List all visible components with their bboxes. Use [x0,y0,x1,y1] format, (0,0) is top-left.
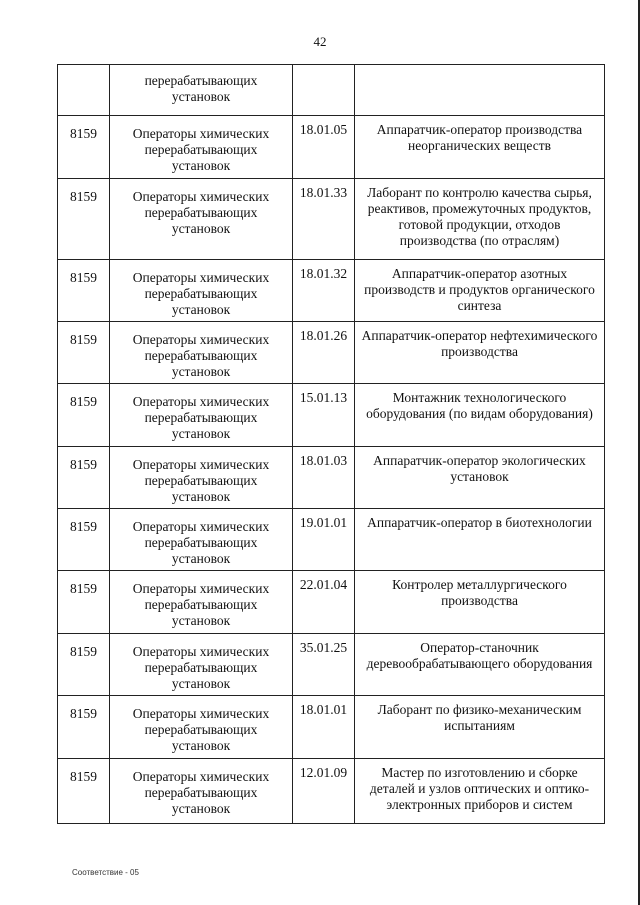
profession-name-cell: Аппаратчик-оператор экологических установок [355,447,605,509]
occupation-code-cell: 8159 [58,447,110,509]
table-row [58,65,605,116]
profession-name-cell: Контролер металлургического производства [355,571,605,634]
profession-name-cell: Аппаратчик-оператор нефтехимического производства [355,322,605,384]
table-row [58,322,605,384]
profession-code-cell: 18.01.32 [293,260,355,322]
occupation-group-cell: Операторы химических перерабатывающих установок [110,384,293,447]
occupation-code-cell: 8159 [58,571,110,634]
table-row [58,634,605,696]
table-row [58,260,605,322]
occupation-group-cell: Операторы химических перерабатывающих установок [110,696,293,759]
table-row [58,696,605,759]
profession-code-cell [293,65,355,116]
occupation-group-cell: Операторы химических перерабатывающих установок [110,759,293,824]
occupation-group-cell: перерабатывающих установок [110,65,293,116]
occupation-code-cell: 8159 [58,696,110,759]
profession-code-cell: 18.01.26 [293,322,355,384]
occupation-code-cell: 8159 [58,179,110,260]
occupation-group-cell: Операторы химических перерабатывающих установок [110,322,293,384]
occupation-code-cell: 8159 [58,384,110,447]
occupation-code-cell [58,65,110,116]
profession-name-cell [355,65,605,116]
occupation-code-cell: 8159 [58,322,110,384]
profession-name-cell: Аппаратчик-оператор в биотехнологии [355,509,605,571]
occupation-group-cell: Операторы химических перерабатывающих установок [110,260,293,322]
profession-name-cell: Лаборант по контролю качества сырья, реактивов, промежуточных продуктов, готовой продукции, отходов производства (по отраслям) [355,179,605,260]
profession-name-cell: Оператор-станочник деревообрабатывающего оборудования [355,634,605,696]
occupation-code-cell: 8159 [58,116,110,179]
profession-code-cell: 22.01.04 [293,571,355,634]
document-footer: Соответствие - 05 [72,868,139,877]
profession-code-cell: 18.01.33 [293,179,355,260]
profession-code-cell: 18.01.05 [293,116,355,179]
occupation-code-cell: 8159 [58,634,110,696]
profession-code-cell: 18.01.01 [293,696,355,759]
profession-code-cell: 19.01.01 [293,509,355,571]
profession-code-cell: 15.01.13 [293,384,355,447]
profession-name-cell: Мастер по изготовлению и сборке деталей и узлов оптических и оптико-электронных приборов и систем [355,759,605,824]
profession-name-cell: Аппаратчик-оператор азотных производств и продуктов органического синтеза [355,260,605,322]
table-row [58,759,605,824]
occupation-group-cell: Операторы химических перерабатывающих установок [110,447,293,509]
table-row [58,571,605,634]
table-row [58,384,605,447]
occupations-table [57,64,605,824]
occupation-group-cell: Операторы химических перерабатывающих установок [110,571,293,634]
occupation-group-cell: Операторы химических перерабатывающих установок [110,179,293,260]
table-row [58,447,605,509]
profession-code-cell: 12.01.09 [293,759,355,824]
table-row [58,509,605,571]
page-number: 42 [313,34,327,49]
profession-code-cell: 18.01.03 [293,447,355,509]
profession-code-cell: 35.01.25 [293,634,355,696]
profession-name-cell: Аппаратчик-оператор производства неорганических веществ [355,116,605,179]
occupation-group-cell: Операторы химических перерабатывающих установок [110,634,293,696]
occupation-code-cell: 8159 [58,260,110,322]
occupation-code-cell: 8159 [58,509,110,571]
occupation-group-cell: Операторы химических перерабатывающих установок [110,116,293,179]
table-row [58,179,605,260]
profession-name-cell: Монтажник технологического оборудования (по видам оборудования) [355,384,605,447]
occupation-code-cell: 8159 [58,759,110,824]
occupation-group-cell: Операторы химических перерабатывающих установок [110,509,293,571]
profession-name-cell: Лаборант по физико-механическим испытаниям [355,696,605,759]
table-row [58,116,605,179]
